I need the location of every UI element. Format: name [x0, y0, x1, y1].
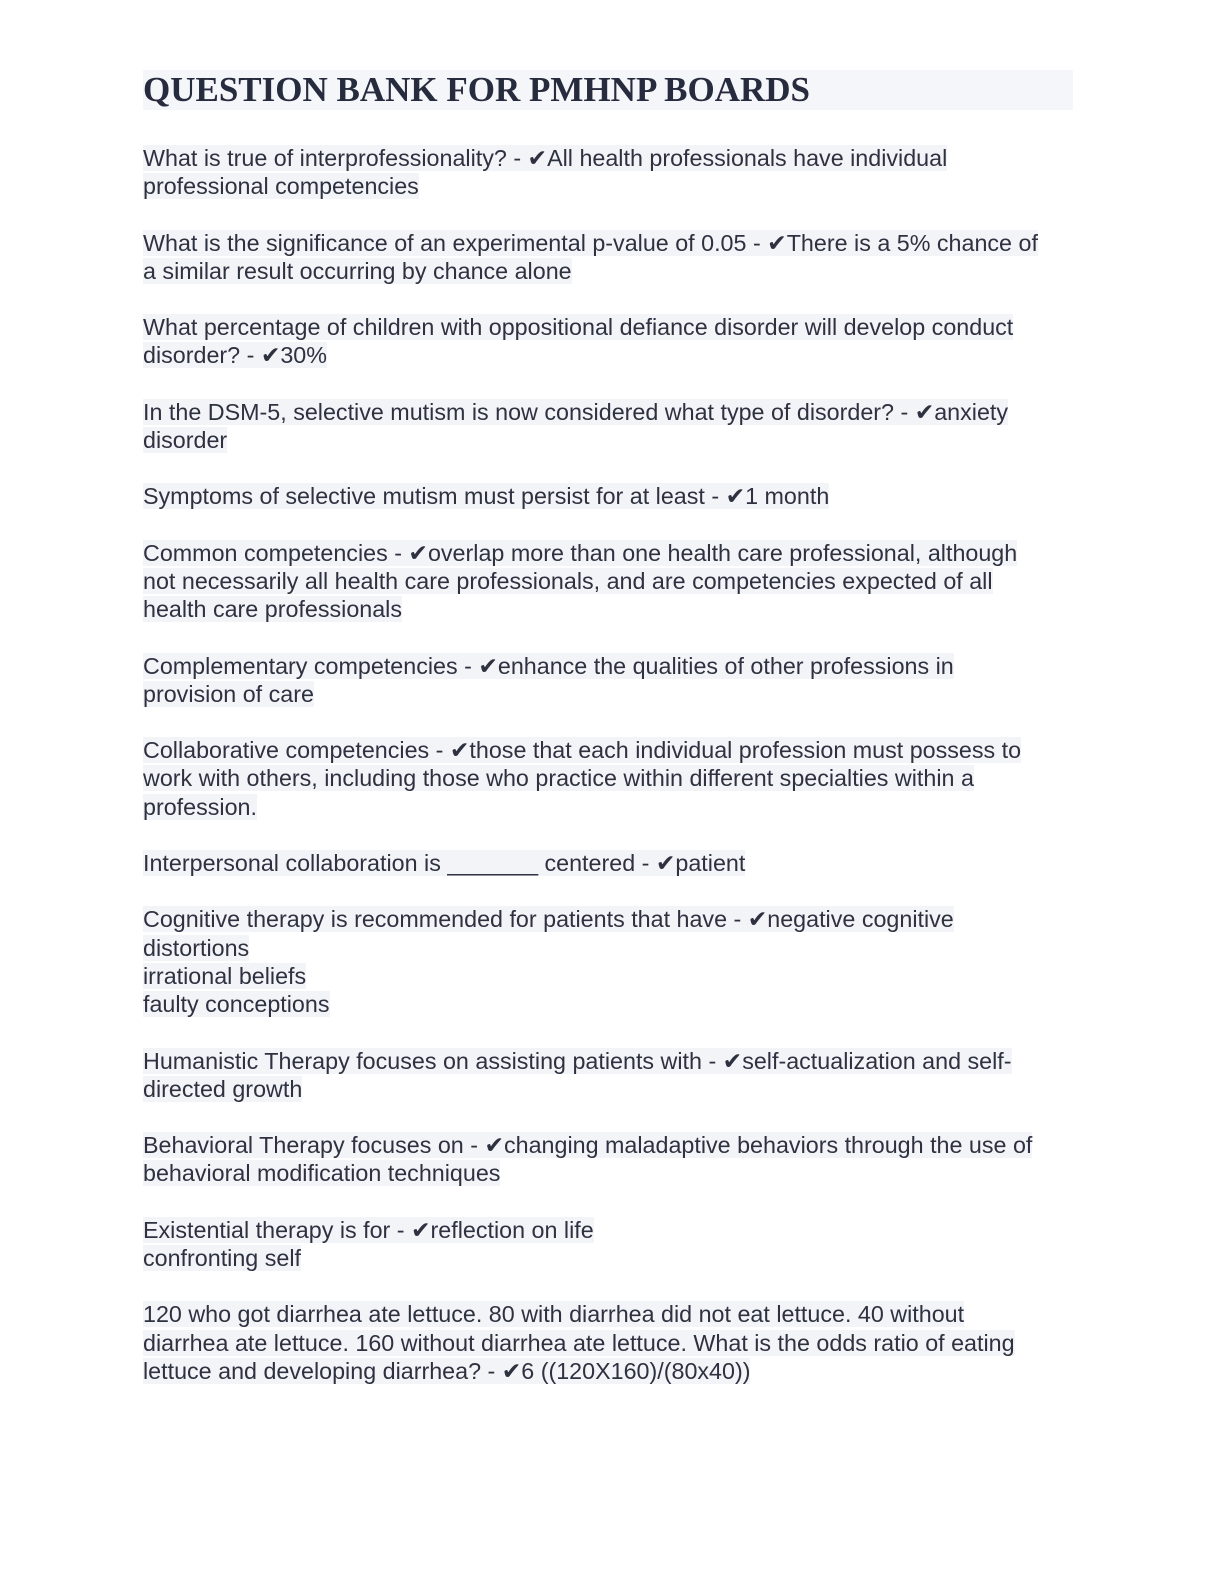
- text-line: [143, 1131, 1073, 1159]
- text-line-content: Symptoms of selective mutism must persist for at least - ✔1 month: [143, 483, 830, 510]
- text-line-content: health care professionals: [143, 596, 403, 623]
- question-answer-item: [143, 736, 1073, 821]
- text-line-content: work with others, including those who practice within different specialties within a: [143, 765, 974, 792]
- question-answer-item: [143, 398, 1073, 455]
- text-line-content: Humanistic Therapy focuses on assisting patients with - ✔self-actualization and self-: [143, 1047, 1012, 1074]
- text-line-content: behavioral modification techniques: [143, 1160, 501, 1187]
- text-line: [143, 990, 1073, 1018]
- question-answer-item: [143, 652, 1073, 709]
- question-answer-item: [143, 1216, 1073, 1273]
- text-line-content: profession.: [143, 793, 257, 820]
- text-line-content: distortions: [143, 934, 250, 961]
- text-line: [143, 341, 1073, 369]
- text-line: [143, 398, 1073, 426]
- text-line-content: Behavioral Therapy focuses on - ✔changing maladaptive behaviors through the use of: [143, 1132, 1033, 1159]
- text-line: [143, 934, 1073, 962]
- text-line-content: lettuce and developing diarrhea? - ✔6 ((120X160)/(80x40)): [143, 1357, 751, 1384]
- question-answer-item: [143, 144, 1073, 201]
- text-line: [143, 595, 1073, 623]
- text-line: [143, 172, 1073, 200]
- text-line-content: a similar result occurring by chance alone: [143, 257, 572, 284]
- question-answer-item: [143, 849, 1073, 877]
- text-line-content: disorder? - ✔30%: [143, 342, 327, 369]
- text-line: [143, 764, 1073, 792]
- question-answer-item: [143, 905, 1073, 1018]
- text-line: [143, 567, 1073, 595]
- text-line: [143, 1329, 1073, 1357]
- text-line-content: irrational beliefs: [143, 962, 307, 989]
- document-title: QUESTION BANK FOR PMHNP BOARDS: [143, 70, 1073, 110]
- question-answer-item: [143, 1300, 1073, 1385]
- text-line-content: Common competencies - ✔overlap more than one health care professional, although: [143, 539, 1018, 566]
- text-line: [143, 680, 1073, 708]
- text-line-content: In the DSM-5, selective mutism is now considered what type of disorder? - ✔anxiety: [143, 398, 1009, 425]
- text-line-content: disorder: [143, 427, 228, 454]
- text-line: [143, 1244, 1073, 1272]
- question-list: [143, 144, 1073, 1385]
- question-answer-item: [143, 313, 1073, 370]
- text-line: [143, 144, 1073, 172]
- text-line-content: What is true of interprofessionality? - ✔All health professionals have individual: [143, 145, 948, 171]
- text-line: [143, 962, 1073, 990]
- question-answer-item: [143, 229, 1073, 286]
- question-answer-item: [143, 1131, 1073, 1188]
- text-line: [143, 849, 1073, 877]
- text-line-content: Interpersonal collaboration is _______ centered - ✔patient: [143, 850, 746, 877]
- text-line-content: What is the significance of an experimental p-value of 0.05 - ✔There is a 5% chance of: [143, 229, 1038, 256]
- text-line-content: Complementary competencies - ✔enhance the qualities of other professions in: [143, 652, 954, 679]
- text-line: [143, 736, 1073, 764]
- text-line: [143, 482, 1073, 510]
- text-line: [143, 905, 1073, 933]
- text-line-content: Collaborative competencies - ✔those that each individual profession must possess to: [143, 737, 1022, 764]
- text-line: [143, 539, 1073, 567]
- text-line: [143, 257, 1073, 285]
- text-line: [143, 1047, 1073, 1075]
- question-answer-item: [143, 1047, 1073, 1104]
- text-line: [143, 426, 1073, 454]
- text-line: [143, 313, 1073, 341]
- text-line: [143, 1300, 1073, 1328]
- text-line: [143, 1075, 1073, 1103]
- document-page: [143, 70, 1073, 1413]
- text-line: [143, 1357, 1073, 1385]
- text-line: [143, 1159, 1073, 1187]
- text-line-content: diarrhea ate lettuce. 160 without diarrhea ate lettuce. What is the odds ratio of eating: [143, 1329, 1015, 1356]
- text-line: [143, 1216, 1073, 1244]
- text-line-content: Existential therapy is for - ✔reflection on life: [143, 1216, 594, 1243]
- text-line-content: What percentage of children with oppositional defiance disorder will develop conduct: [143, 314, 1014, 341]
- text-line-content: 120 who got diarrhea ate lettuce. 80 with diarrhea did not eat lettuce. 40 without: [143, 1301, 965, 1328]
- text-line: [143, 652, 1073, 680]
- text-line: [143, 229, 1073, 257]
- question-answer-item: [143, 482, 1073, 510]
- text-line-content: provision of care: [143, 680, 314, 707]
- text-line-content: faulty conceptions: [143, 991, 330, 1018]
- text-line: [143, 793, 1073, 821]
- text-line-content: Cognitive therapy is recommended for patients that have - ✔negative cognitive: [143, 906, 954, 933]
- question-answer-item: [143, 539, 1073, 624]
- text-line-content: directed growth: [143, 1075, 303, 1102]
- text-line-content: confronting self: [143, 1245, 301, 1272]
- text-line-content: professional competencies: [143, 173, 419, 200]
- text-line-content: not necessarily all health care professionals, and are competencies expected of all: [143, 567, 993, 594]
